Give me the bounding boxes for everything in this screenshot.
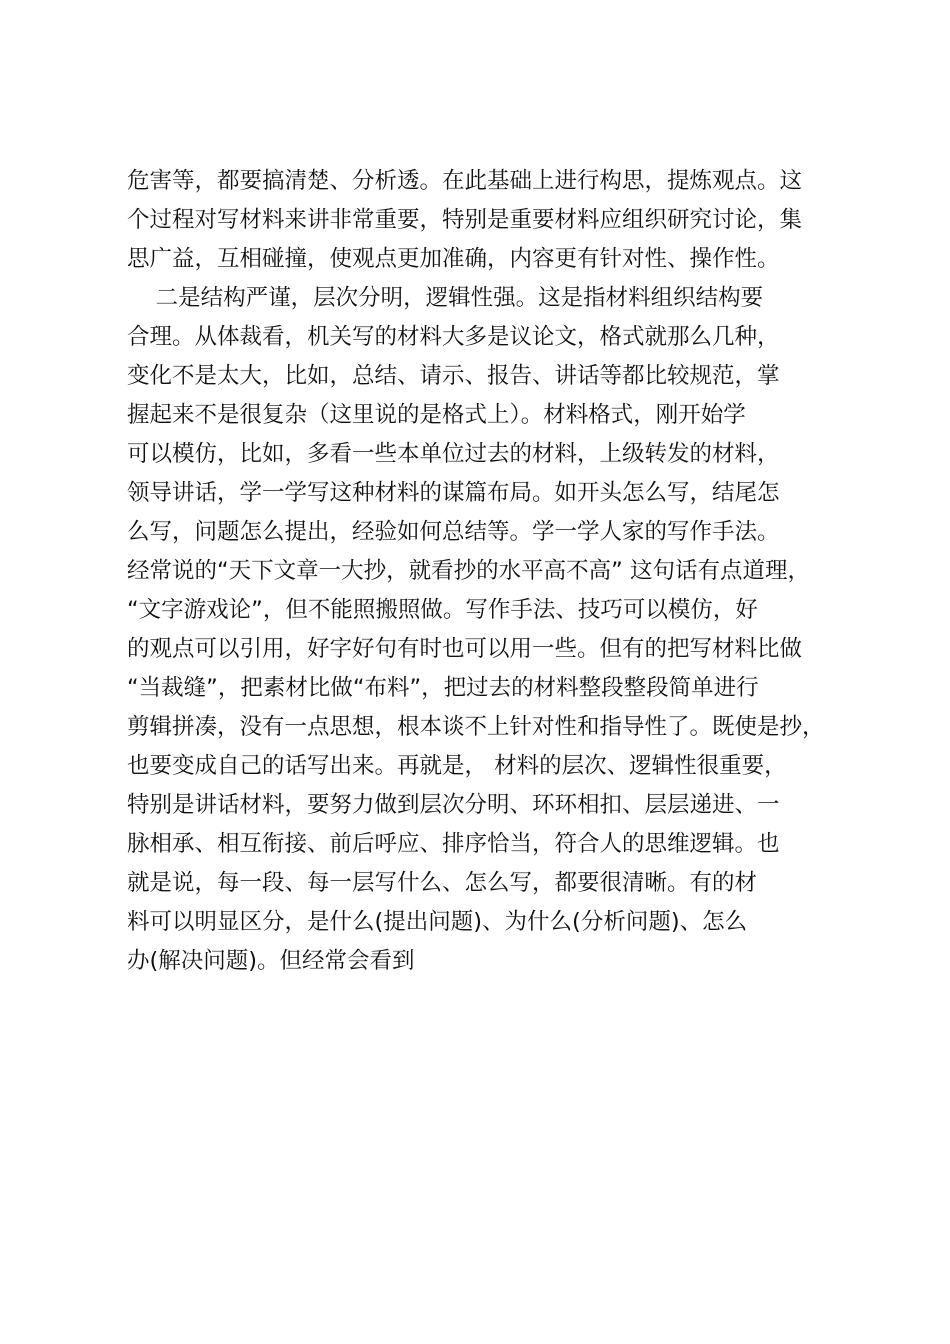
text-line: 剪辑拼凑，没有一点思想，根本谈不上针对性和指导性了。既使是抄， [127,714,825,740]
text-line: 也要变成自己的话写出来。再就是， 材料的层次、逻辑性很重要， [127,753,787,779]
text-line: 危害等，都要搞清楚、分析透。在此基础上进行构思，提炼观点。这 [127,168,803,194]
text-line: 就是说，每一段、每一层写什么、怎么写，都要很清晰。有的材 [127,870,758,896]
text-line: 办(解决问题)。但经常会看到 [127,948,415,974]
text-line: 料可以明显区分，是什么(提出问题)、为什么(分析问题)、怎么 [127,909,748,935]
text-line: 思广益，互相碰撞，使观点更加准确，内容更有针对性、操作性。 [127,246,780,272]
text-line: 变化不是太大，比如，总结、请示、报告、讲话等都比较规范，掌 [127,363,780,389]
text-line: 经常说的“天下文章一大抄，就看抄的水平高不高” 这句话有点道理， [127,558,810,584]
text-line: 二是结构严谨，层次分明，逻辑性强。这是指材料组织结构要 [127,285,764,311]
text-line: 的观点可以引用，好字好句有时也可以用一些。但有的把写材料比做 [127,636,803,662]
text-line: 个过程对写材料来讲非常重要，特别是重要材料应组织研究讨论，集 [127,207,803,233]
text-line: 么写，问题怎么提出，经验如何总结等。学一学人家的写作手法。 [127,519,780,545]
text-line: 可以模仿，比如，多看一些本单位过去的材料，上级转发的材料， [127,441,780,467]
text-line: “文字游戏论”，但不能照搬照做。写作手法、技巧可以模仿，好 [127,597,758,623]
body-text [127,162,867,981]
text-line: 领导讲话，学一学写这种材料的谋篇布局。如开头怎么写，结尾怎 [127,480,780,506]
text-line: “当裁缝”，把素材比做“布料”，把过去的材料整段整段简单进行 [127,675,759,701]
text-line: 脉相承、相互衔接、前后呼应、排序恰当，符合人的思维逻辑。也 [127,831,780,857]
text-line: 握起来不是很复杂（这里说的是格式上）。材料格式，刚开始学 [127,402,746,428]
text-line: 合理。从体裁看，机关写的材料大多是议论文，格式就那么几种， [127,324,780,350]
text-line: 特别是讲话材料，要努力做到层次分明、环环相扣、层层递进、一 [127,792,780,818]
